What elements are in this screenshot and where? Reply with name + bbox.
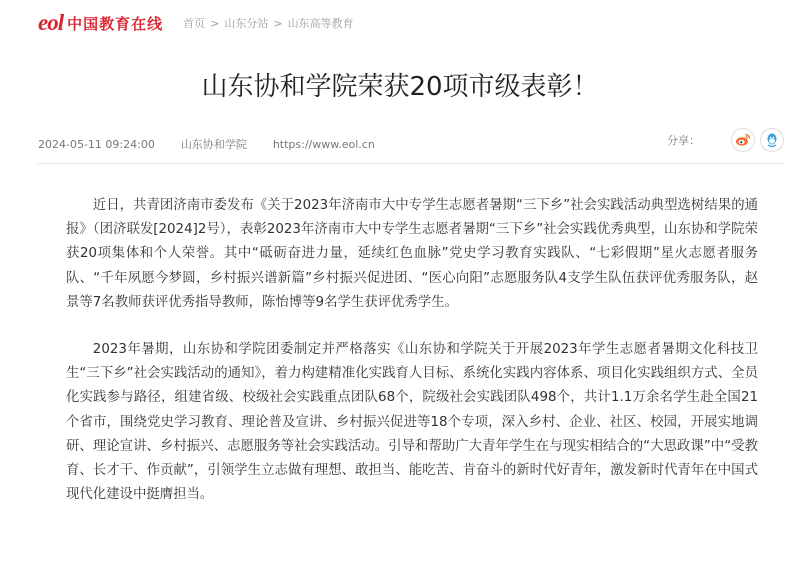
site-header	[38, 8, 354, 38]
article-body	[66, 194, 758, 530]
breadcrumb-higher-education[interactable]: 山东高等教育	[287, 17, 354, 30]
meta-divider	[38, 163, 784, 164]
logo-mark: eol	[38, 10, 64, 35]
article-paragraph: 2023年暑期，山东协和学院团委制定并严格落实《山东协和学院关于开展2023年学生志愿者暑期文化科技卫生“三下乡”社会实践活动的通知》，着力构建精准化实践育人目标、系统化实践内容体系、项目化实践组织方式、全员化实践参与路径，组建省级、校级社会实践重点团队68个，院级社会实践团队498个，共计1.1万余名学生赴全国21个省市，围绕党史学习教育、理论普及宣讲、乡村振兴促进等18个专项，深入乡村、企业、社区、校园，开展实地调研、理论宣讲、乡村振兴、志愿服务等社会实践活动。引导和帮助广大青年学生在与现实相结合的“大思政课”中“受教育、长才干、作贡献”，引领学生立志做有理想、敢担当、能吃苦、肯奋斗的新时代好青年，激发新时代青年在中国式现代化建设中挺膺担当。	[66, 342, 758, 503]
qq-icon	[764, 132, 780, 148]
logo-text: 中国教育在线	[67, 14, 164, 33]
share-qq-button[interactable]	[760, 128, 784, 152]
article-source: 山东协和学院	[180, 138, 247, 151]
publish-datetime: 2024-05-11 09:24:00	[38, 137, 155, 151]
share-weibo-button[interactable]	[731, 128, 755, 152]
breadcrumb-home[interactable]: 首页	[183, 17, 206, 30]
share-bar	[667, 128, 784, 152]
breadcrumb	[183, 15, 353, 31]
article-paragraph: 近日，共青团济南市委发布《关于2023年济南市大中专学生志愿者暑期“三下乡”社会实践活动典型选树结果的通报》（团济联发[2024]2号），表彰2023年济南市大中专学生志愿者暑期“三下乡”社会实践优秀典型，山东协和学院荣获20项集体和个人荣誉。其中“砥砺奋进力量，延续红色血脉”党史学习教育实践队、“七彩假期”星火志愿者服务队、“千年夙愿今梦圆，乡村振兴谱新篇”乡村振兴促进团、“医心向阳”志愿服务队4支学生队伍获评优秀服务队，赵景等7名教师获评优秀指导教师，陈怡博等9名学生获评优秀学生。	[66, 198, 758, 310]
weibo-icon	[735, 132, 751, 148]
site-logo[interactable]	[38, 10, 163, 36]
breadcrumb-shandong[interactable]: 山东分站	[224, 17, 269, 30]
share-label: 分享：	[667, 134, 700, 147]
source-url: https://www.eol.cn	[272, 137, 375, 151]
page-title: 山东协和学院荣获20项市级表彰！	[201, 72, 599, 102]
article-meta	[38, 133, 784, 155]
breadcrumb-separator: >	[210, 16, 220, 30]
breadcrumb-separator: >	[273, 16, 283, 30]
